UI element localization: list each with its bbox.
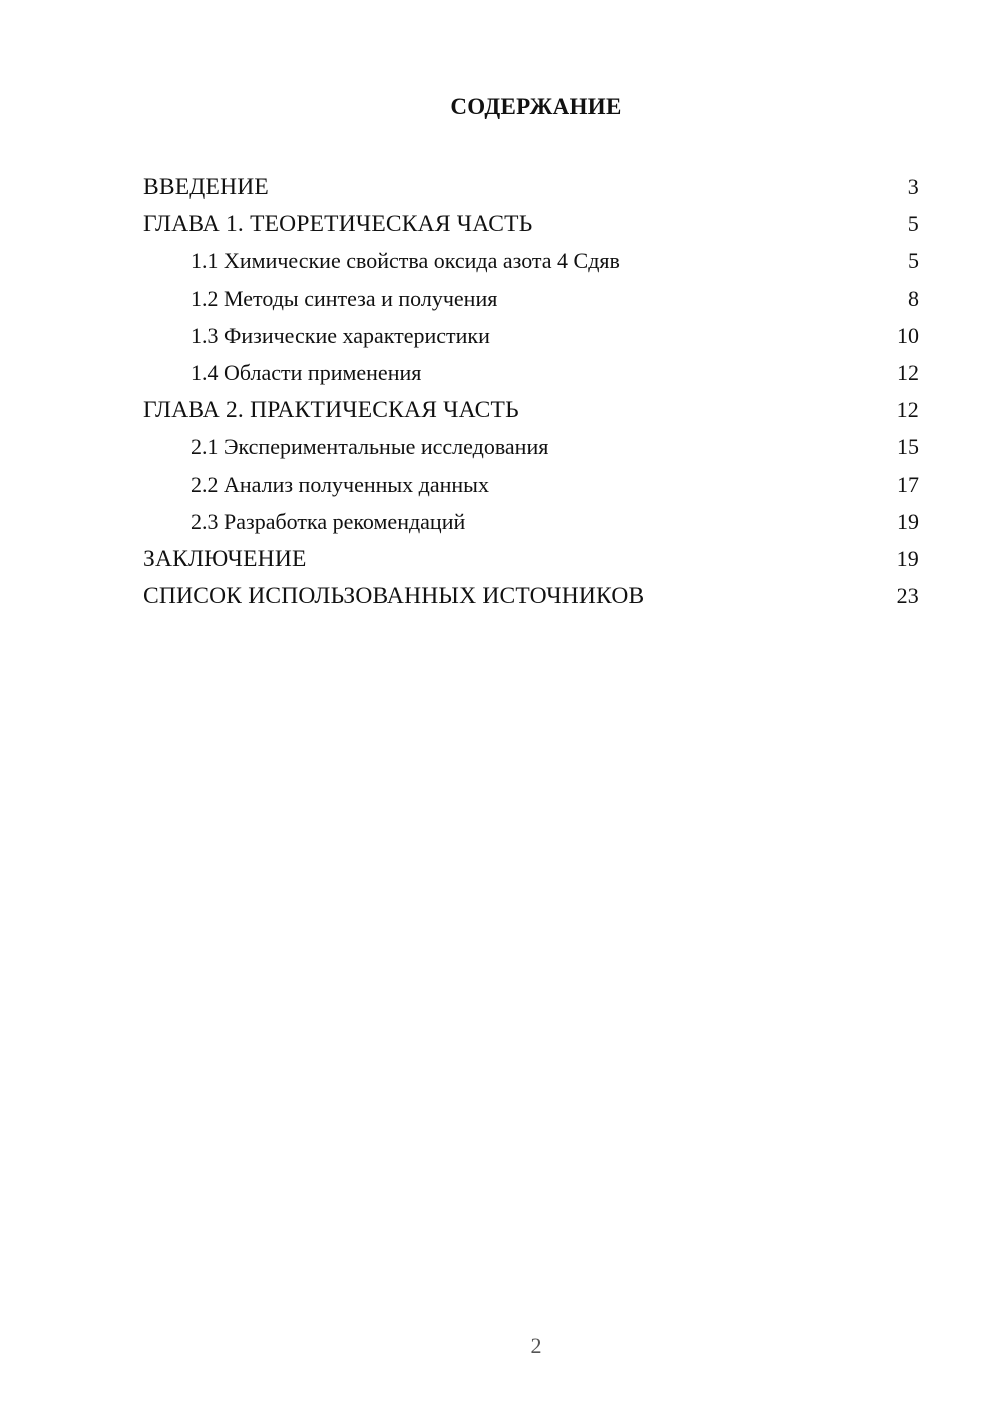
toc-entry-label: ВВЕДЕНИЕ xyxy=(143,174,269,200)
toc-entry-section-2-3[interactable] xyxy=(143,503,919,540)
toc-entry-label: 2.1 Экспериментальные исследования xyxy=(191,434,549,460)
toc-entry-section-2-1[interactable] xyxy=(143,428,919,465)
toc-entry-label: 1.1 Химические свойства оксида азота 4 Сдяв xyxy=(191,248,620,274)
toc-entry-conclusion[interactable] xyxy=(143,540,919,577)
toc-entry-label: 2.2 Анализ полученных данных xyxy=(191,471,489,497)
toc-entry-page: 19 xyxy=(897,508,919,534)
toc-entry-page: 8 xyxy=(908,285,919,311)
toc-entry-page: 12 xyxy=(897,359,919,385)
toc-entry-section-1-2[interactable] xyxy=(143,280,919,317)
page-number: 2 xyxy=(530,1333,542,1358)
page-title: СОДЕРЖАНИЕ xyxy=(450,94,622,119)
toc-entry-label: 1.4 Области применения xyxy=(191,359,422,385)
toc-entry-page: 10 xyxy=(897,322,919,348)
toc-entry-page: 19 xyxy=(896,545,919,571)
toc-entry-section-1-4[interactable] xyxy=(143,354,919,391)
toc-entry-page: 5 xyxy=(908,248,919,274)
toc-entry-page: 15 xyxy=(897,434,919,460)
toc-entry-page: 12 xyxy=(896,397,919,423)
toc-entry-page: 5 xyxy=(907,211,919,237)
toc-entry-page: 17 xyxy=(897,471,919,497)
toc-entry-section-1-3[interactable] xyxy=(143,317,919,354)
toc-entry-label: 1.3 Физические характеристики xyxy=(191,322,490,348)
toc-entry-label: 1.2 Методы синтеза и получения xyxy=(191,285,498,311)
toc-entry-label: ГЛАВА 1. ТЕОРЕТИЧЕСКАЯ ЧАСТЬ xyxy=(143,211,533,238)
toc-entry-page: 3 xyxy=(907,174,919,199)
toc-entry-references[interactable] xyxy=(143,577,919,614)
toc-entry-introduction[interactable] xyxy=(143,168,919,205)
table-of-contents xyxy=(143,168,919,614)
toc-entry-label: 2.3 Разработка рекомендаций xyxy=(191,508,466,534)
toc-entry-label: СПИСОК ИСПОЛЬЗОВАННЫХ ИСТОЧНИКОВ xyxy=(143,583,645,610)
toc-entry-chapter-1[interactable] xyxy=(143,205,919,242)
toc-entry-section-2-2[interactable] xyxy=(143,466,919,503)
toc-entry-chapter-2[interactable] xyxy=(143,391,919,428)
toc-entry-label: ГЛАВА 2. ПРАКТИЧЕСКАЯ ЧАСТЬ xyxy=(143,397,519,424)
toc-entry-page: 23 xyxy=(896,583,919,609)
toc-entry-label: ЗАКЛЮЧЕНИЕ xyxy=(143,545,307,572)
toc-entry-section-1-1[interactable] xyxy=(143,242,919,279)
